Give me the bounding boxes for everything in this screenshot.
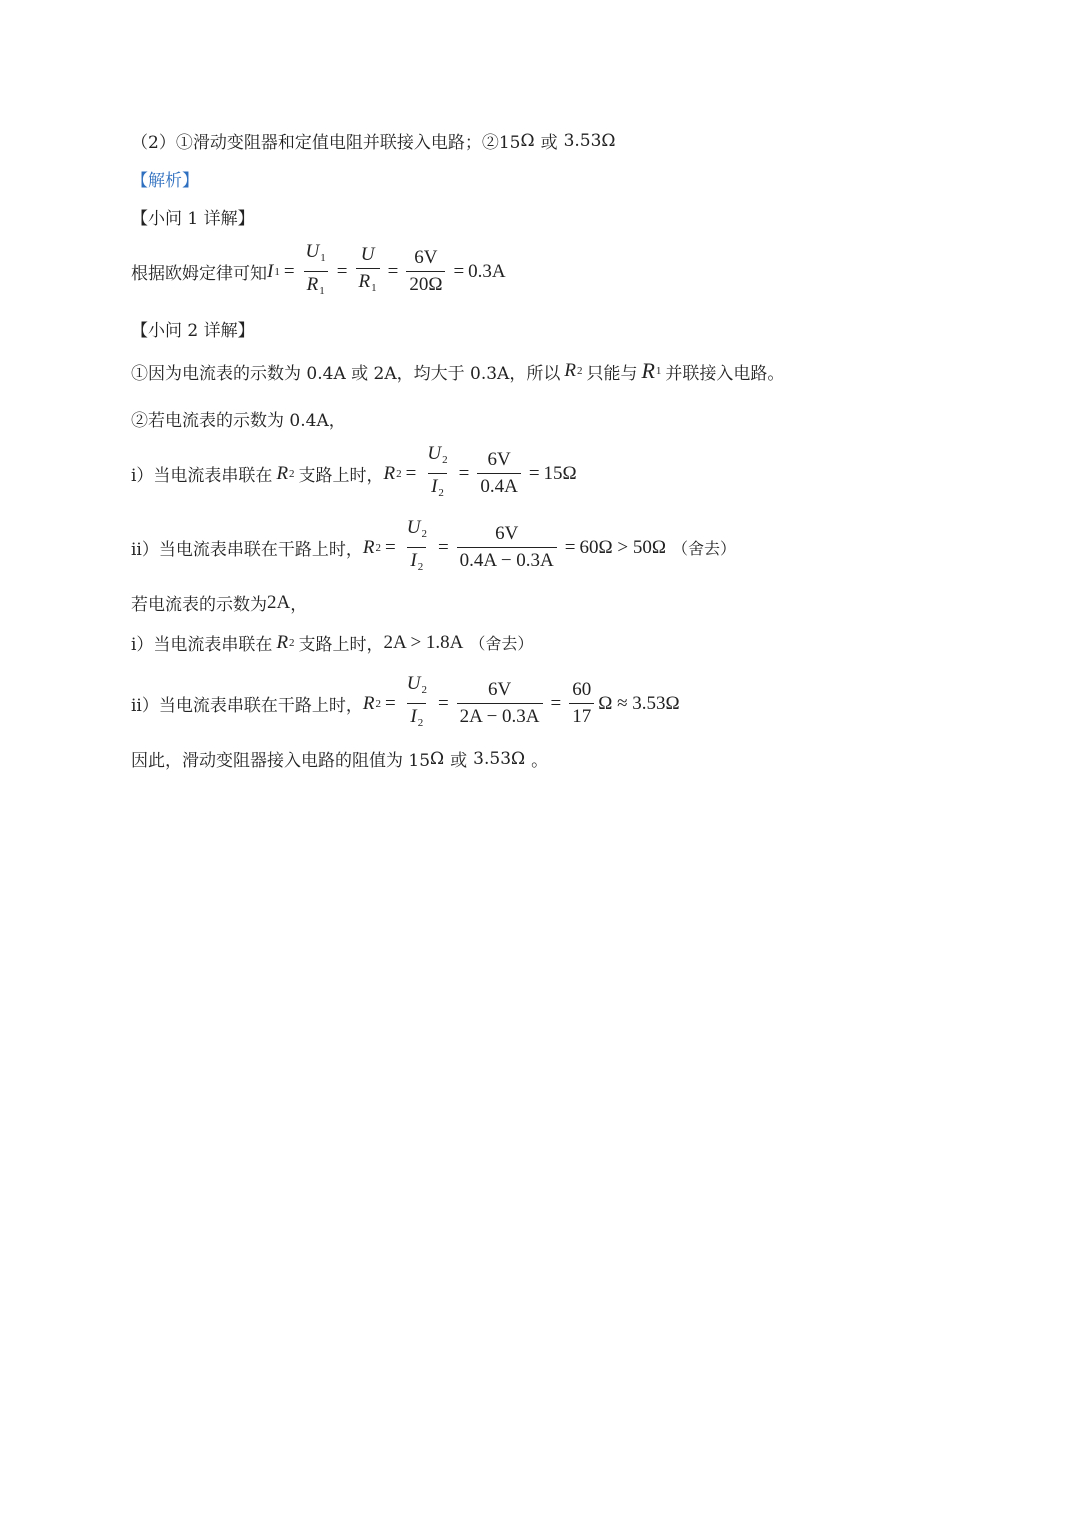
- c2-note: （舍去）: [671, 539, 736, 558]
- c4-frac-1: $\frac{U_2}{I_2}$: [404, 672, 430, 735]
- c4-frac-3: $\frac{60}{17}$: [569, 678, 594, 729]
- c4-result: Ω ≈ 3.53Ω: [598, 692, 680, 714]
- answer-omega-2: Ω: [601, 130, 616, 151]
- q2-case-1: i）当电流表串联在 R 2 支路上时， R 2 = $\frac{U_2}{I_2}$ = $\frac{6V}{0.4A}$ = 15Ω: [131, 442, 577, 505]
- c4-frac-2: $\frac{6V}{2A - 0.3A}$: [457, 678, 543, 729]
- answer-line: [131, 128, 616, 153]
- q1-I: I: [267, 260, 274, 282]
- answer-or: 或: [540, 133, 558, 153]
- answer-value-2: 3.53: [563, 130, 602, 151]
- c2-result: 60Ω > 50Ω: [579, 536, 666, 558]
- q1-frac-1: $\frac{U_1}{R_1}$: [303, 240, 329, 303]
- q2-heading: 【小问 2 详解】: [131, 321, 255, 341]
- q1-frac-2: $\frac{U}{R_1}$: [356, 243, 380, 300]
- q2-case-2: ii）当电流表串联在干路上时， R 2 = $\frac{U_2}{I_2}$ = $\frac{6V}{0.4A - 0.3A}$ = 60Ω > 50Ω （舍去）: [131, 516, 736, 579]
- q1-frac-3: $\frac{6V}{20\Omega}$: [406, 246, 445, 297]
- analysis-heading: 【解析】: [131, 171, 199, 191]
- q2-paragraph-1: ①因为电流表的示数为 0.4A 或 2A，均大于 0.3A，所以 R 2 只能与 R 1 并联接入电路。: [131, 358, 785, 384]
- c2-frac-2: $\frac{6V}{0.4A - 0.3A}$: [457, 522, 557, 573]
- conclusion: 因此，滑动变阻器接入电路的阻值为 15 Ω 或 3.53 Ω 。: [131, 748, 549, 771]
- c1-frac-2: $\frac{6V}{0.4A}$: [477, 448, 520, 499]
- answer-omega-1: Ω: [520, 130, 535, 151]
- q1-heading: 【小问 1 详解】: [131, 209, 255, 229]
- c2-frac-1: $\frac{U_2}{I_2}$: [404, 516, 430, 579]
- c3-note: （舍去）: [469, 634, 534, 653]
- q1-text: 根据欧姆定律可知: [131, 264, 267, 284]
- q1-result: 0.3A: [468, 260, 506, 282]
- q2-paragraph-2: ②若电流表的示数为 0.4A，: [131, 411, 346, 431]
- q2-case-4: ii）当电流表串联在干路上时， R 2 = $\frac{U_2}{I_2}$ = $\frac{6V}{2A - 0.3A}$ = $\frac{60}{17}$ Ω ≈ 3.53Ω: [131, 672, 680, 735]
- answer-prefix: （2）①滑动变阻器和定值电阻并联接入电路；②15: [131, 133, 521, 153]
- c1-result: 15Ω: [543, 462, 577, 484]
- c3-expression: 2A > 1.8A: [383, 631, 464, 653]
- c1-frac-1: $\frac{U_2}{I_2}$: [424, 442, 450, 505]
- q2-case-3: i）当电流表串联在 R 2 支路上时， 2A > 1.8A （舍去）: [131, 631, 534, 655]
- q1-formula: 根据欧姆定律可知 I 1 = $\frac{U_1}{R_1}$ = $\frac{U}{R_1}$ = $\frac{6V}{20\Omega}$ = 0.3A: [131, 240, 506, 303]
- q2-paragraph-3: 若电流表的示数为 2A ，: [131, 591, 308, 615]
